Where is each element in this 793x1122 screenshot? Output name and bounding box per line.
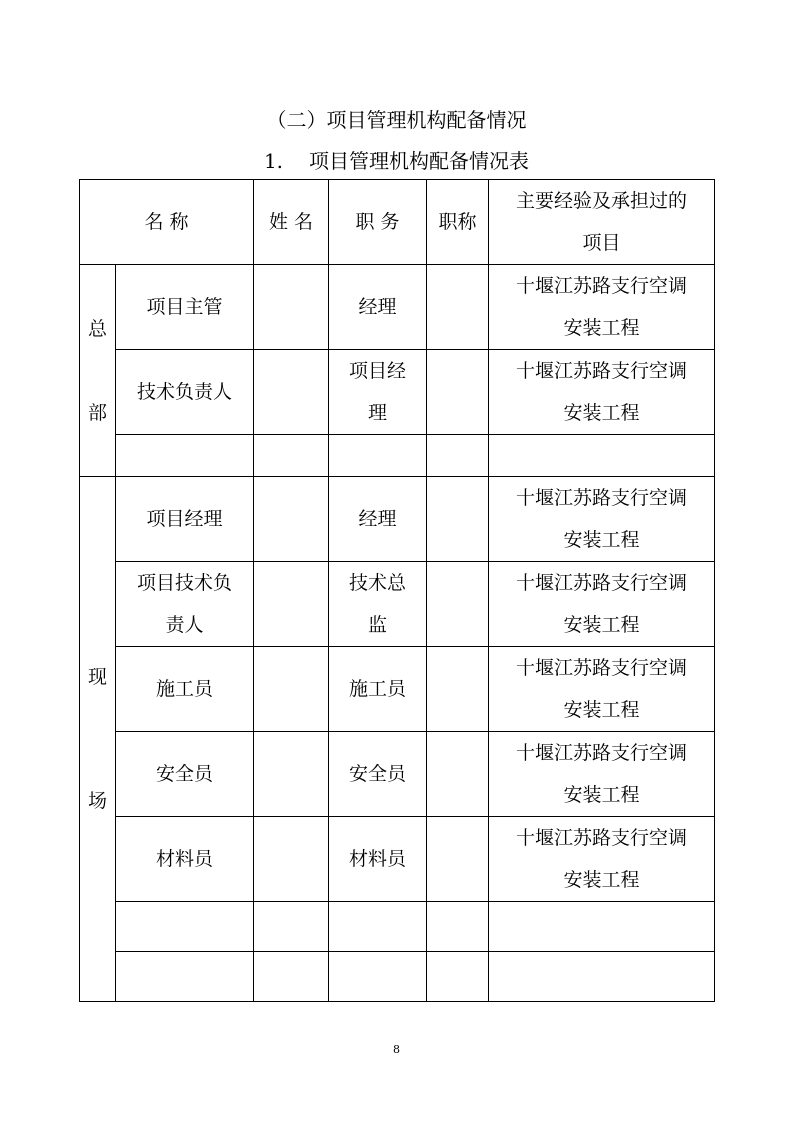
- position-cell: [329, 435, 427, 477]
- title-cell: [427, 817, 489, 902]
- experience-cell-line: 安装工程: [563, 402, 640, 424]
- person-cell: [254, 350, 329, 435]
- position-cell: [329, 902, 427, 952]
- table-number: 1.: [263, 149, 284, 173]
- position-cell: [329, 350, 427, 435]
- role-cell: [116, 350, 254, 435]
- experience-cell: [489, 732, 715, 817]
- staffing-table: [79, 179, 715, 1002]
- experience-cell-line: 安装工程: [563, 869, 640, 891]
- title-cell: [427, 732, 489, 817]
- experience-cell-line: 安装工程: [563, 614, 640, 636]
- role-cell-line: 责人: [165, 614, 204, 636]
- position-cell-line: 技术总: [348, 572, 406, 594]
- role-cell-line: 材料员: [155, 848, 213, 870]
- title-cell: [427, 902, 489, 952]
- table-row: [80, 477, 715, 562]
- experience-cell-line: 十堰江苏路支行空调: [515, 657, 687, 679]
- title-cell: [427, 435, 489, 477]
- person-cell: [254, 817, 329, 902]
- position-cell-line: 经理: [358, 296, 397, 318]
- experience-cell-line: 十堰江苏路支行空调: [515, 487, 687, 509]
- table-row: [80, 732, 715, 817]
- role-cell: [116, 902, 254, 952]
- header-experience-line: 主要经验及承担过的: [515, 190, 687, 212]
- position-cell: [329, 647, 427, 732]
- role-cell-line: 项目技术负: [136, 572, 232, 594]
- role-cell: [116, 477, 254, 562]
- group-label-char: 现: [87, 666, 107, 688]
- title-cell: [427, 647, 489, 732]
- role-cell: [116, 647, 254, 732]
- experience-cell-line: 十堰江苏路支行空调: [515, 742, 687, 764]
- role-cell: [116, 817, 254, 902]
- position-cell-line: 项目经: [348, 360, 406, 382]
- position-cell-line: 材料员: [348, 848, 406, 870]
- experience-cell: [489, 817, 715, 902]
- person-cell: [254, 435, 329, 477]
- header-position: 职 务: [329, 180, 427, 265]
- person-cell: [254, 562, 329, 647]
- header-experience-line: 项目: [582, 232, 621, 254]
- experience-cell: [489, 477, 715, 562]
- role-cell-line: 项目主管: [146, 296, 223, 318]
- role-cell-line: 安全员: [155, 763, 213, 785]
- position-cell: [329, 562, 427, 647]
- position-cell-line: 监: [367, 614, 387, 636]
- position-cell-line: 经理: [358, 508, 397, 530]
- group-label-char: 场: [87, 790, 107, 812]
- header-name: 名 称: [80, 180, 254, 265]
- table-title: [0, 145, 793, 174]
- position-cell: [329, 265, 427, 350]
- header-row: [80, 180, 715, 265]
- title-cell: [427, 952, 489, 1002]
- role-cell: [116, 435, 254, 477]
- experience-cell-line: 安装工程: [563, 699, 640, 721]
- header-person: 姓 名: [254, 180, 329, 265]
- table-row: [80, 647, 715, 732]
- experience-cell-line: 安装工程: [563, 784, 640, 806]
- role-cell: [116, 562, 254, 647]
- table-row: [80, 817, 715, 902]
- role-cell: [116, 952, 254, 1002]
- experience-cell-line: 安装工程: [563, 529, 640, 551]
- page-number: 8: [393, 1043, 400, 1056]
- experience-cell-line: 十堰江苏路支行空调: [515, 827, 687, 849]
- group-label: [80, 265, 116, 477]
- experience-cell: [489, 265, 715, 350]
- person-cell: [254, 647, 329, 732]
- table-row: [80, 435, 715, 477]
- group-label: [80, 477, 116, 1002]
- experience-cell-line: 安装工程: [563, 317, 640, 339]
- position-cell-line: 安全员: [348, 763, 406, 785]
- position-cell: [329, 732, 427, 817]
- table-row: [80, 902, 715, 952]
- experience-cell-line: 十堰江苏路支行空调: [515, 572, 687, 594]
- header-title: 职称: [427, 180, 489, 265]
- experience-cell: [489, 902, 715, 952]
- person-cell: [254, 265, 329, 350]
- role-cell-line: 技术负责人: [136, 381, 232, 403]
- table-row: [80, 265, 715, 350]
- header-experience: [489, 180, 715, 265]
- table-row: [80, 562, 715, 647]
- group-label-char: 部: [87, 401, 107, 424]
- experience-cell: [489, 952, 715, 1002]
- position-cell: [329, 477, 427, 562]
- position-cell: [329, 817, 427, 902]
- position-cell-line: 理: [367, 402, 387, 424]
- role-cell: [116, 265, 254, 350]
- title-cell: [427, 350, 489, 435]
- position-cell-line: 施工员: [348, 678, 406, 700]
- title-cell: [427, 265, 489, 350]
- experience-cell: [489, 562, 715, 647]
- table-row: [80, 952, 715, 1002]
- role-cell-line: 项目经理: [146, 508, 223, 530]
- person-cell: [254, 732, 329, 817]
- experience-cell: [489, 350, 715, 435]
- section-heading: （二）项目管理机构配备情况: [266, 108, 527, 132]
- title-cell: [427, 477, 489, 562]
- person-cell: [254, 477, 329, 562]
- title-cell: [427, 562, 489, 647]
- person-cell: [254, 902, 329, 952]
- person-cell: [254, 952, 329, 1002]
- experience-cell: [489, 647, 715, 732]
- position-cell: [329, 952, 427, 1002]
- group-label-char: 总: [87, 317, 107, 340]
- role-cell-line: 施工员: [155, 678, 213, 700]
- table-title-text: 项目管理机构配备情况表: [309, 149, 530, 173]
- role-cell: [116, 732, 254, 817]
- experience-cell-line: 十堰江苏路支行空调: [515, 360, 687, 382]
- experience-cell-line: 十堰江苏路支行空调: [515, 275, 687, 297]
- experience-cell: [489, 435, 715, 477]
- table-row: [80, 350, 715, 435]
